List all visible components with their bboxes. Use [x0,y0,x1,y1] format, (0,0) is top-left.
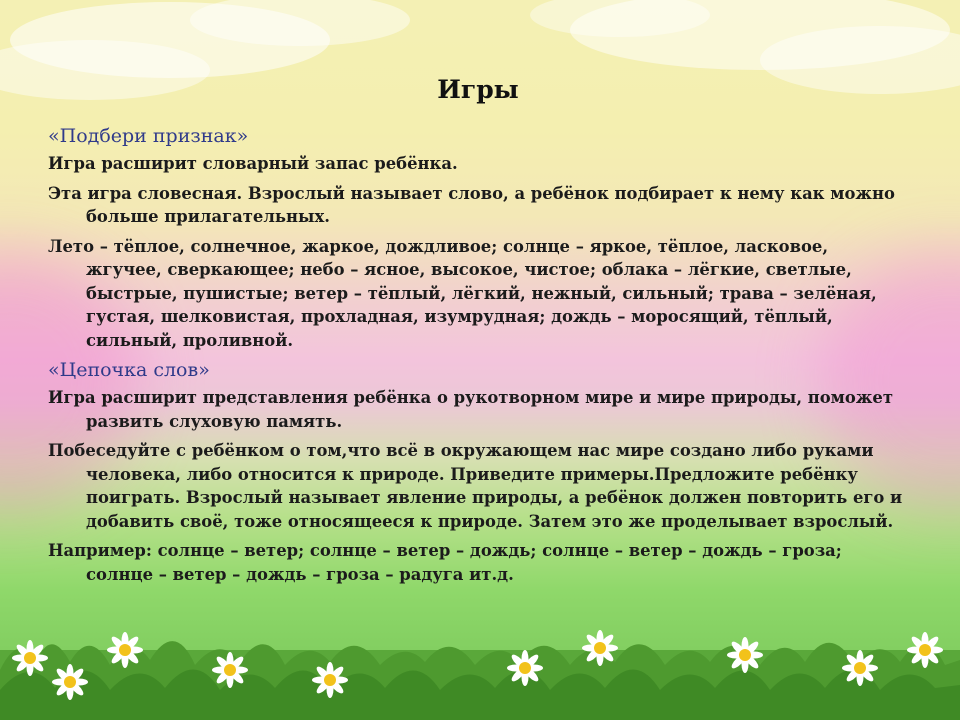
game-1-paragraph-example: Лето – тёплое, солнечное, жаркое, дождливое; солнце – яркое, тёплое, ласковое, жгучее, сверкающее; небо – ясное, высокое, чистое; облака – лёгкие, светлые, быстрые, пушистые; ветер – тёплый, лёгкий, нежный, сильный; трава – зелёная, густая, шелковистая, прохладная, изумрудная; дождь – моросящий, тёплый, сильный, проливной. [48,236,877,350]
game-2-paragraph-goal: Игра расширит представления ребёнка о рукотворном мире и мире природы, поможет развить слуховую память. [48,388,893,431]
game-section-1 [48,124,908,352]
game-1-paragraph-goal: Игра расширит словарный запас ребёнка. [48,154,458,173]
daisy-meadow-decoration [0,610,960,720]
game-title-podberi-priznak: «Подбери признак» [48,125,249,147]
slide-content [48,70,908,592]
game-2-paragraph-rules: Побеседуйте с ребёнком о том,что всё в окружающем нас мире создано либо руками человека, либо относится к природе. Приведите примеры.Предложите ребёнку поиграть. Взрослый называет явление природы, а ребёнок должен повторить его и добавить своё, тоже относящееся к природе. Затем это же проделывает взрослый. [48,441,903,531]
slide-title: Игры [437,75,519,104]
game-section-2 [48,358,908,586]
game-1-paragraph-rules: Эта игра словесная. Взрослый называет слово, а ребёнок подбирает к нему как можно больше прилагательных. [48,183,895,226]
game-title-tsepochka-slov: «Цепочка слов» [48,359,210,381]
game-2-paragraph-example: Например: солнце – ветер; солнце – ветер – дождь; солнце – ветер – дождь – гроза; солнце – ветер – дождь – гроза – радуга ит.д. [48,541,842,584]
